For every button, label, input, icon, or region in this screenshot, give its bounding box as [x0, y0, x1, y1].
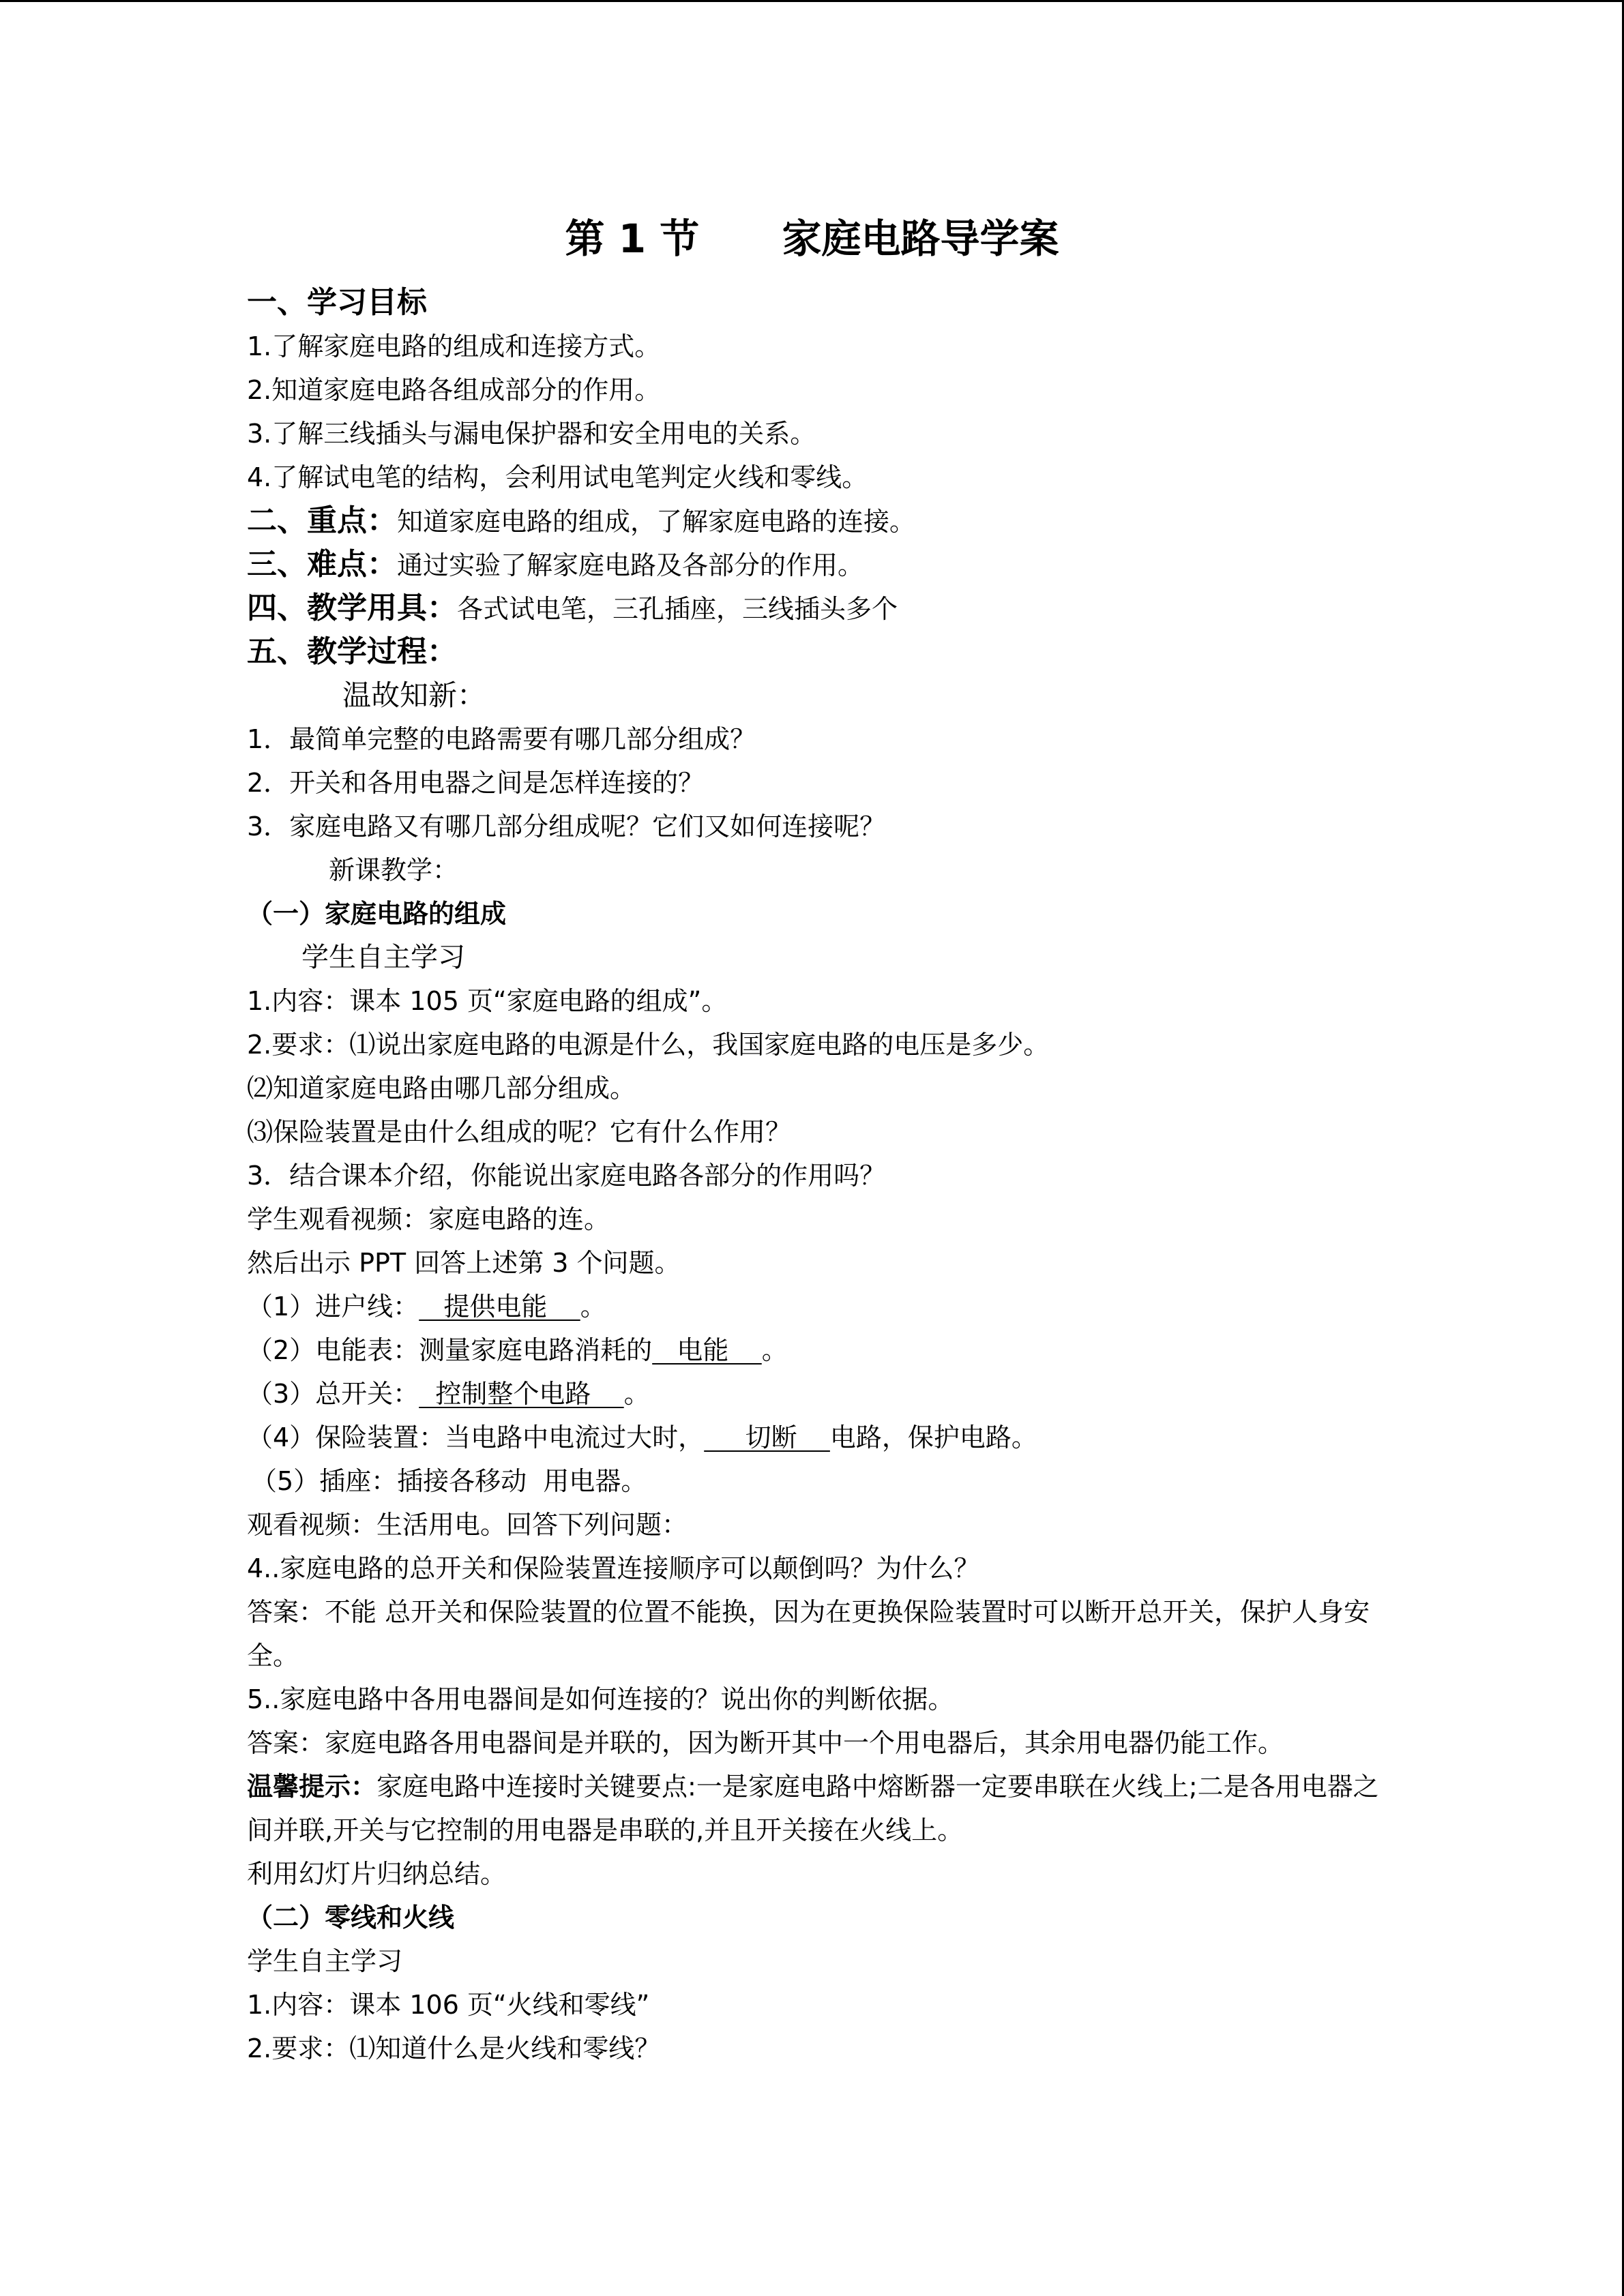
video-note: 观看视频：生活用电。回答下列问题： — [247, 1510, 688, 1540]
review-heading: 温故知新： — [342, 679, 486, 712]
review-question: 3．家庭电路又有哪几部分组成呢？它们又如何连接呢？ — [247, 811, 886, 841]
summary-note: 利用幻灯片归纳总结。 — [247, 1859, 507, 1889]
fill-item-suffix: 。 — [580, 1292, 606, 1322]
key-point — [247, 499, 1393, 543]
fill-answer: 控制整个电路 — [419, 1379, 624, 1409]
tip-text: 家庭电路中连接时关键要点:一是家庭电路中熔断器一定要串联在火线上;二是各用电器之间并联,开关与它控制的用电器是串联的,并且开关接在火线上。 — [247, 1772, 1379, 1845]
part1-heading: （一）家庭电路的组成 — [247, 899, 507, 929]
question-4: 4..家庭电路的总开关和保险装置连接顺序可以颠倒吗？为什么？ — [247, 1553, 980, 1583]
part2-content: 1.内容：课本 106 页“火线和零线” — [247, 1990, 650, 2020]
question-5: 5..家庭电路中各用电器间是如何连接的？说出你的判断依据。 — [247, 1684, 954, 1714]
tip-label: 温馨提示： — [247, 1772, 377, 1802]
fill-answer: 提供电能 — [419, 1292, 580, 1322]
ppt-note: 然后出示 PPT 回答上述第 3 个问题。 — [247, 1248, 681, 1278]
goals-heading: 一、学习目标 — [247, 285, 427, 320]
fill-item-4 — [247, 1416, 1393, 1459]
key-text: 知道家庭电路的组成，了解家庭电路的连接。 — [397, 507, 916, 537]
fill-item-label: （4）保险装置：当电路中电流过大时， — [247, 1422, 705, 1452]
process-heading: 五、教学过程： — [247, 634, 457, 669]
part1-content: 1.内容：课本 105 页“家庭电路的组成”。 — [247, 986, 728, 1016]
goal-item: 1.了解家庭电路的组成和连接方式。 — [247, 331, 661, 361]
difficulty-point — [247, 543, 1393, 586]
tools-label: 四、教学用具： — [247, 591, 457, 625]
difficulty-label: 三、难点： — [247, 547, 397, 582]
fill-item-suffix: 。 — [623, 1379, 650, 1409]
fill-answer: 切断 — [704, 1422, 830, 1452]
answer-4: 答案：不能 总开关和保险装置的位置不能换，因为在更换保险装置时可以断开总开关，保护人身安全。 — [247, 1597, 1370, 1671]
fill-item-1 — [247, 1285, 1393, 1328]
fill-item-3 — [247, 1372, 1393, 1416]
answer-5: 答案：家庭电路各用电器间是并联的，因为断开其中一个用电器后，其余用电器仍能工作。 — [247, 1728, 1284, 1758]
part2-heading: （二）零线和火线 — [247, 1903, 455, 1933]
part1-requirement: ⑶保险装置是由什么组成的呢？它有什么作用？ — [247, 1117, 792, 1147]
page-title: 第 1 节 家庭电路导学案 — [565, 215, 1059, 262]
review-question: 2．开关和各用电器之间是怎样连接的？ — [247, 768, 705, 798]
fill-item-2 — [247, 1328, 1393, 1372]
goal-item: 3.了解三线插头与漏电保护器和安全用电的关系。 — [247, 419, 816, 449]
part1-requirement: 2.要求：⑴说出家庭电路的电源是什么，我国家庭电路的电压是多少。 — [247, 1030, 1050, 1060]
self-study-label: 学生自主学习 — [247, 1946, 403, 1976]
goal-item: 2.知道家庭电路各组成部分的作用。 — [247, 375, 661, 405]
goal-item: 4.了解试电笔的结构，会利用试电笔判定火线和零线。 — [247, 462, 868, 492]
key-label: 二、重点： — [247, 503, 397, 538]
teaching-tools — [247, 586, 1393, 630]
self-study-label: 学生自主学习 — [301, 942, 465, 973]
fill-item-suffix: 。 — [761, 1335, 788, 1365]
document-body — [247, 281, 1393, 2070]
part2-requirement: 2.要求：⑴知道什么是火线和零线？ — [247, 2033, 661, 2063]
new-lesson-label: 新课教学： — [329, 855, 459, 885]
fill-item-label: （2）电能表：测量家庭电路消耗的 — [247, 1335, 653, 1365]
fill-item-suffix: 电路，保护电路。 — [829, 1422, 1037, 1452]
part1-question: 3．结合课本介绍，你能说出家庭电路各部分的作用吗？ — [247, 1161, 886, 1191]
page-top-border — [0, 0, 1624, 2]
video-note: 学生观看视频：家庭电路的连。 — [247, 1204, 610, 1234]
fill-item-label: （3）总开关： — [247, 1379, 419, 1409]
tools-text: 各式试电笔，三孔插座，三线插头多个 — [457, 594, 898, 624]
tip-paragraph — [247, 1765, 1393, 1852]
review-question: 1．最简单完整的电路需要有哪几部分组成？ — [247, 724, 756, 754]
fill-answer: 电能 — [652, 1335, 762, 1365]
difficulty-text: 通过实验了解家庭电路及各部分的作用。 — [397, 550, 864, 580]
fill-item-label: （1）进户线： — [247, 1292, 419, 1322]
part1-requirement: ⑵知道家庭电路由哪几部分组成。 — [247, 1073, 636, 1103]
fill-item-5: （5）插座：插接各移动 用电器。 — [251, 1466, 647, 1496]
